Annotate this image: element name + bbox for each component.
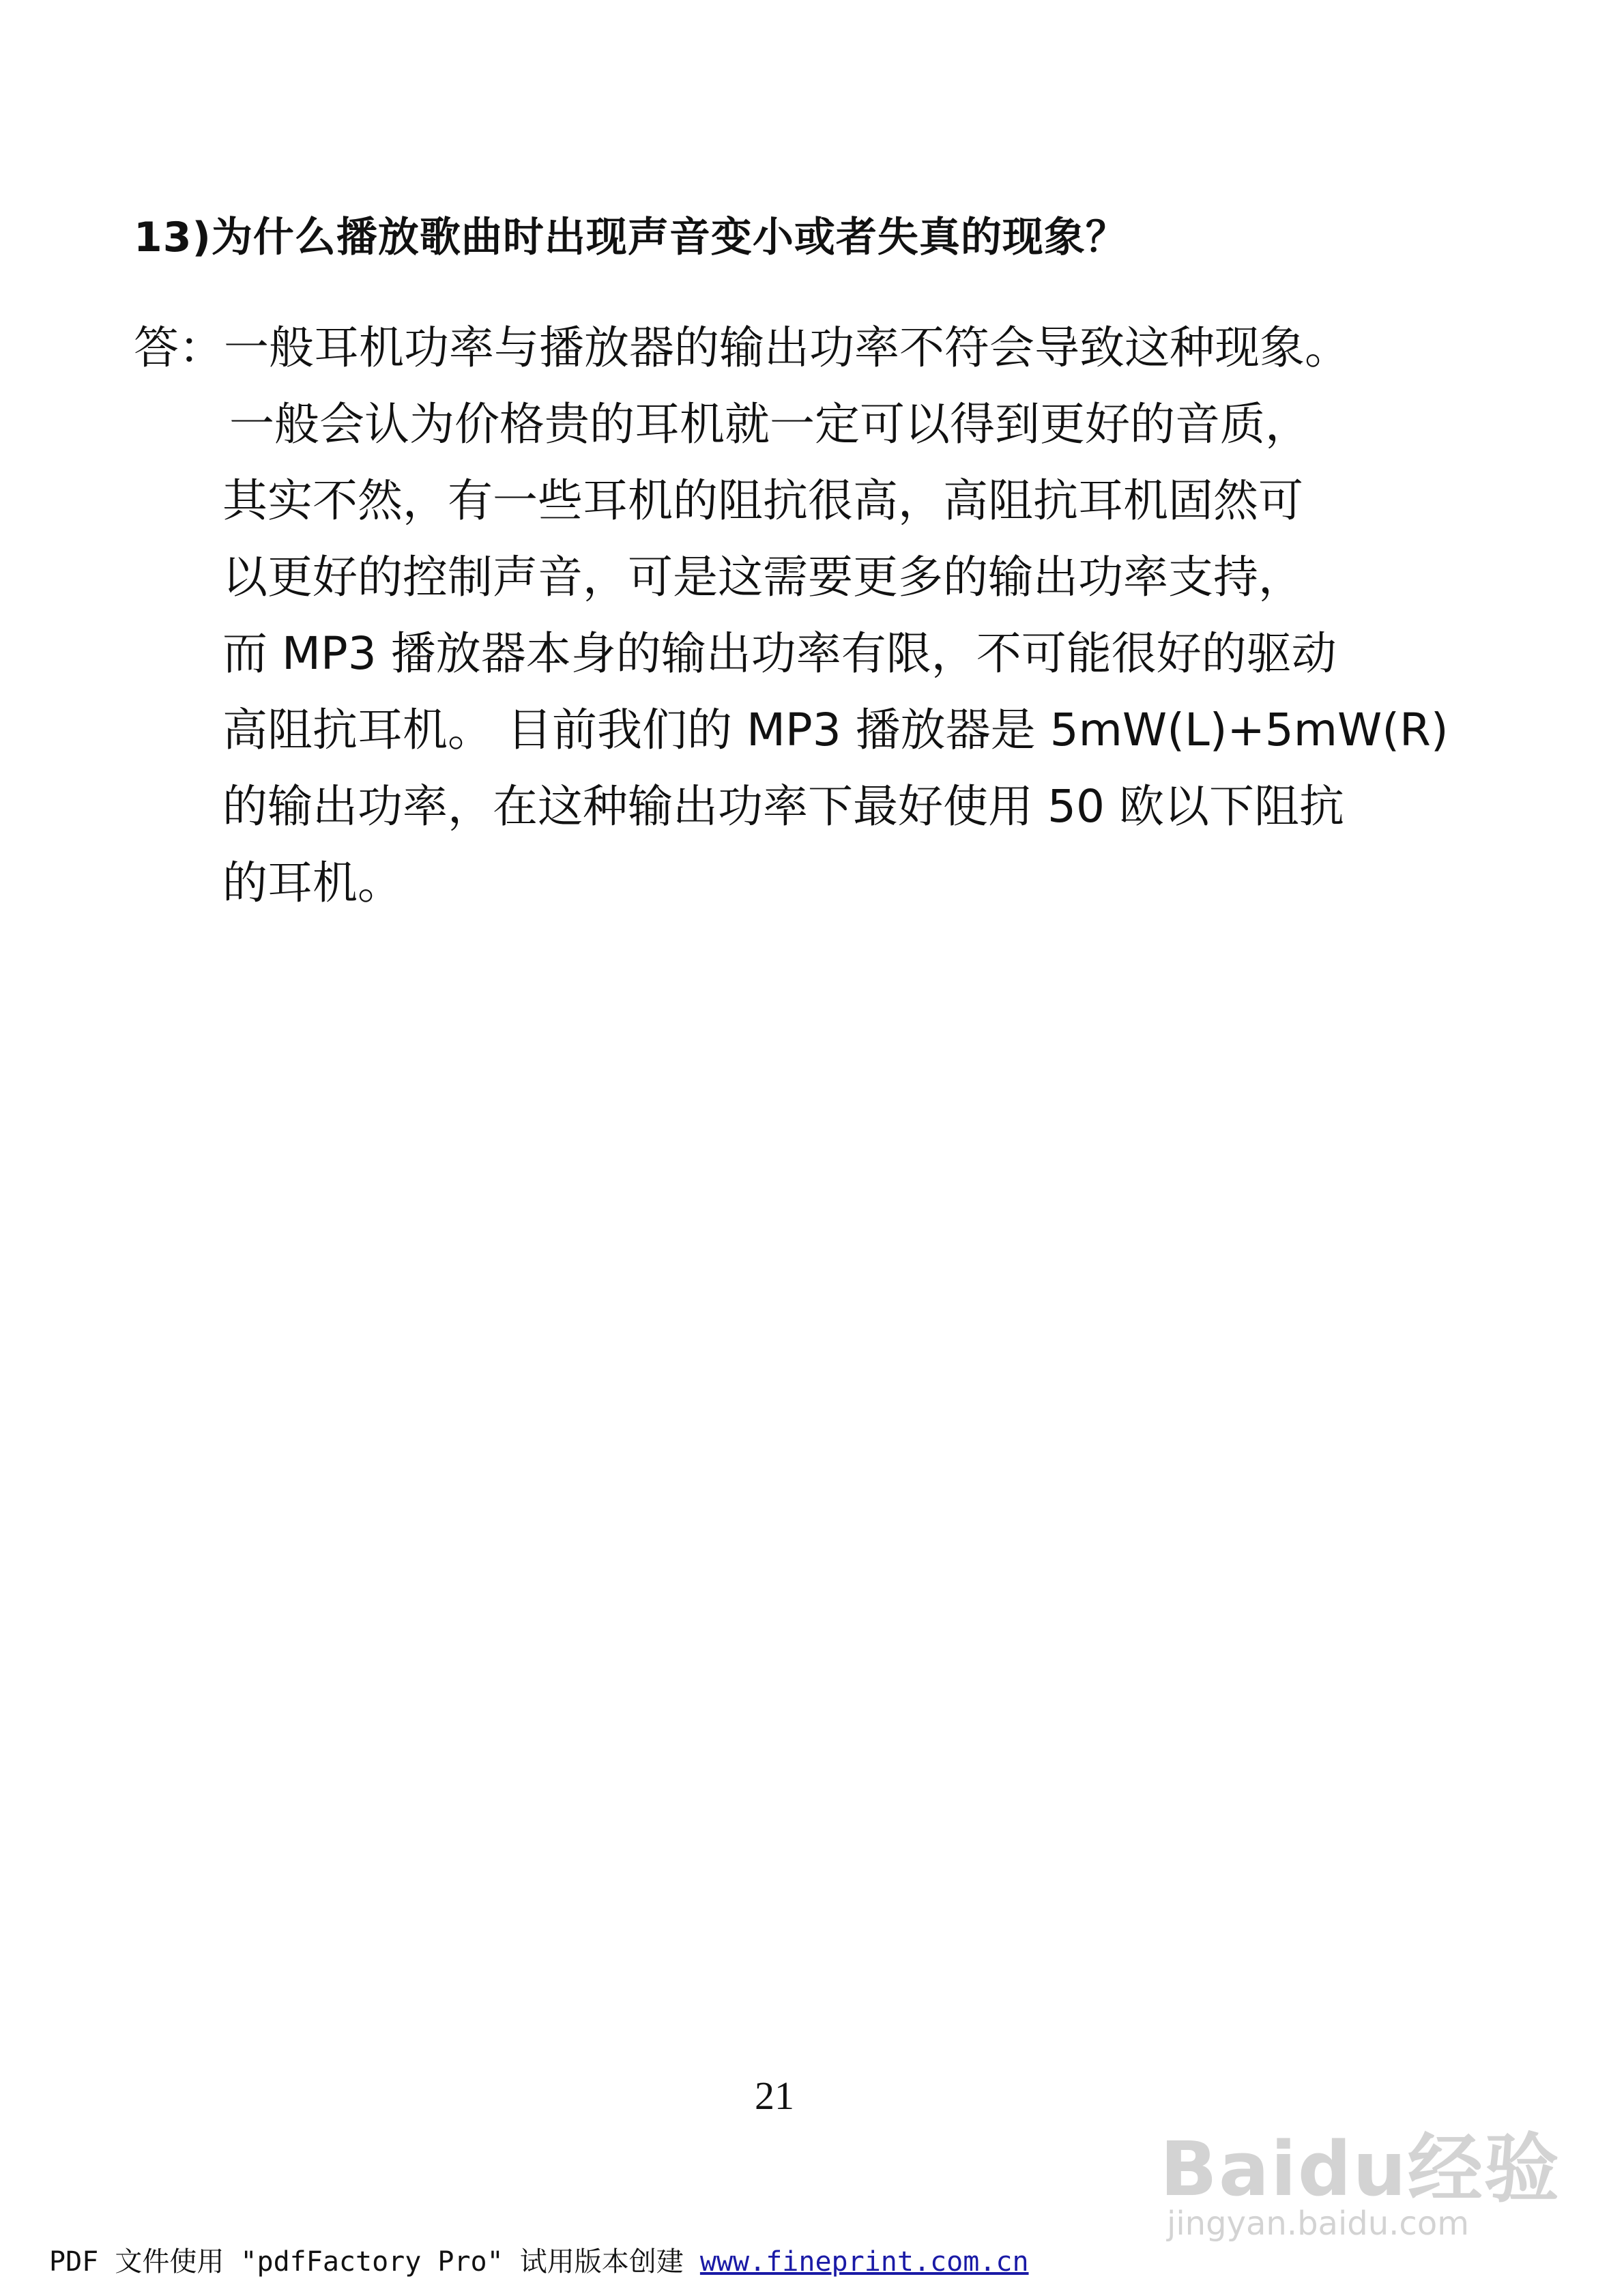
answer-line: 的输出功率，在这种输出功率下最好使用 50 欧以下阻抗 [222,780,1344,833]
answer-line: 的耳机。 [222,857,403,909]
answer-paragraph [134,310,1449,921]
baidu-jingyan-watermark [1160,2068,1583,2245]
page-number: 21 [755,2073,794,2118]
watermark-brand: Baidu经验 [1160,2125,1561,2213]
answer-line: 其实不然，有一些耳机的阻抗很高，高阻抗耳机固然可 [222,474,1303,527]
watermark-url: jingyan.baidu.com [1167,2205,1469,2243]
answer-line: 以更好的控制声音，可是这需要更多的输出功率支持， [222,551,1303,603]
answer-line: 高阻抗耳机。 目前我们的 MP3 播放器是 5mW(L)+5mW(R) [222,704,1449,756]
answer-line: 而 MP3 播放器本身的输出功率有限，不可能很好的驱动 [222,627,1337,680]
footer-text: PDF 文件使用 "pdfFactory Pro" 试用版本创建 [49,2246,700,2278]
question-heading: 13)为什么播放歌曲时出现声音变小或者失真的现象？ [134,214,1127,261]
pdf-footer [49,2243,1029,2281]
answer-line: 答：一般耳机功率与播放器的输出功率不符会导致这种现象。 [134,321,1350,374]
answer-line: 一般会认为价格贵的耳机就一定可以得到更好的音质， [229,398,1310,450]
footer-link[interactable]: www.fineprint.com.cn [699,2246,1029,2278]
